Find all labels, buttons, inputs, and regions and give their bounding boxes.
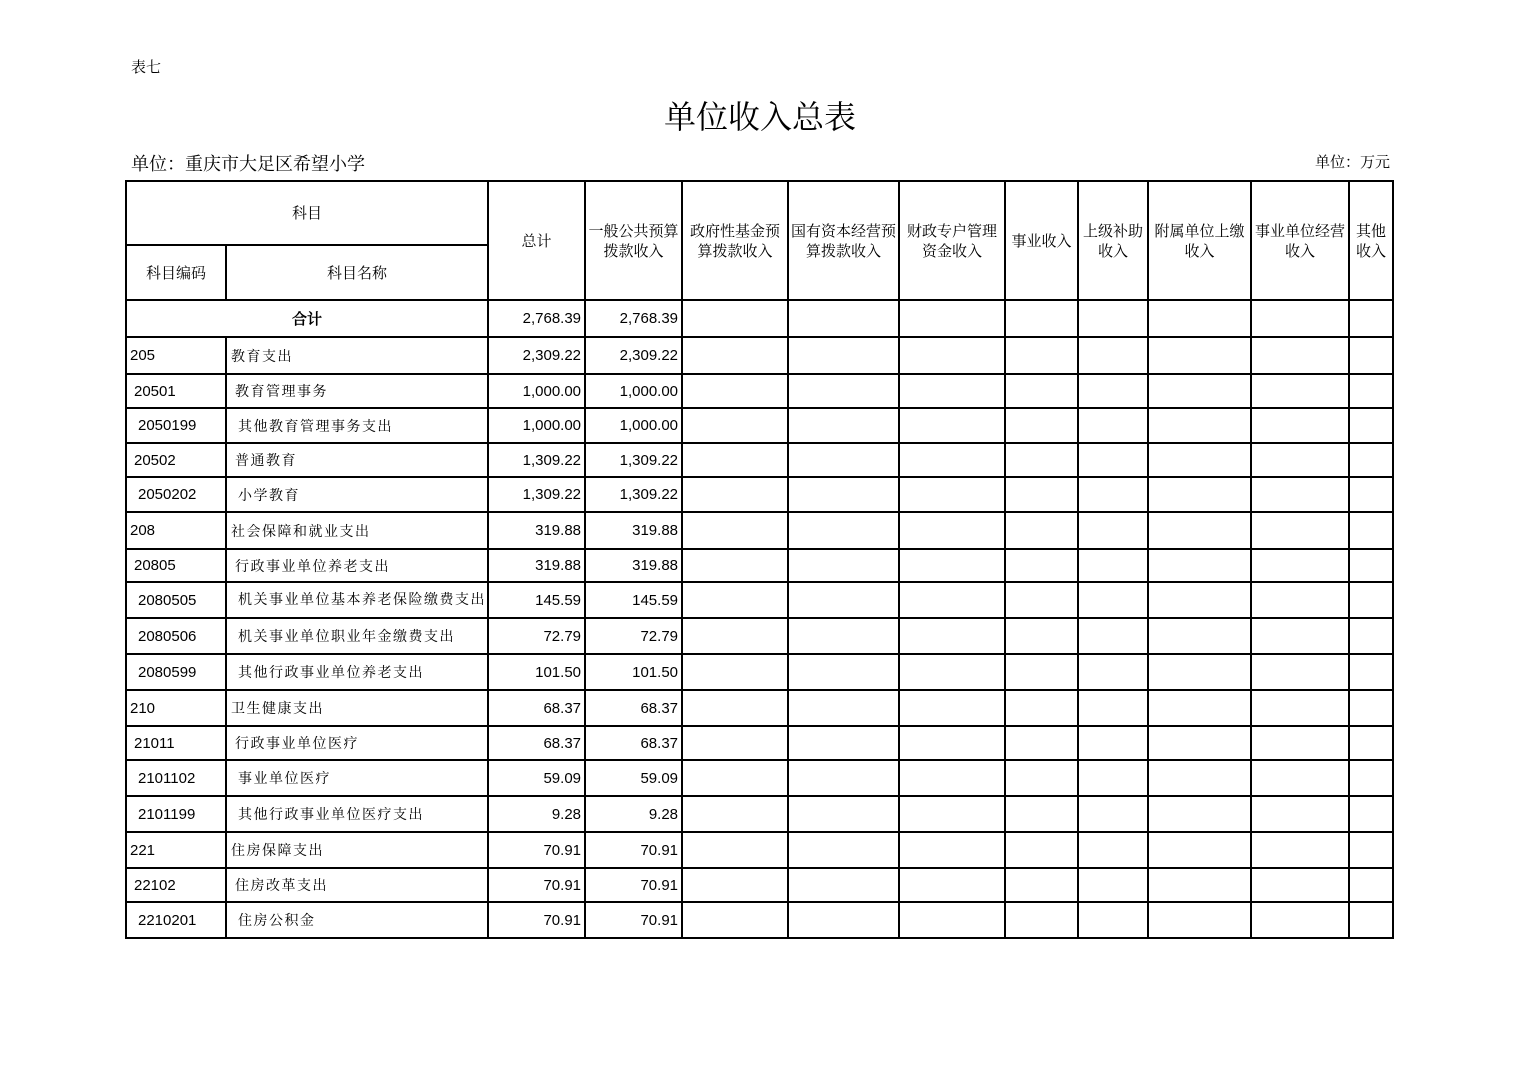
empty-cell xyxy=(1005,443,1078,477)
total-cell: 1,000.00 xyxy=(488,374,585,408)
table-row xyxy=(126,654,1393,690)
general-budget-cell: 72.79 xyxy=(585,618,682,654)
empty-cell xyxy=(788,549,899,582)
general-budget-cell: 59.09 xyxy=(585,760,682,796)
general-budget-cell: 1,000.00 xyxy=(585,408,682,443)
empty-cell xyxy=(1078,654,1148,690)
subject-code-cell: 221 xyxy=(126,832,226,868)
empty-cell xyxy=(1078,549,1148,582)
subject-code-cell: 2050199 xyxy=(126,408,226,443)
subject-code-cell: 20805 xyxy=(126,549,226,582)
empty-cell xyxy=(1349,477,1393,512)
empty-cell xyxy=(682,618,788,654)
empty-cell xyxy=(788,654,899,690)
empty-cell xyxy=(1005,832,1078,868)
empty-cell xyxy=(1148,796,1251,832)
empty-cell xyxy=(788,868,899,902)
subject-code-cell: 2101102 xyxy=(126,760,226,796)
empty-cell xyxy=(1078,512,1148,549)
empty-cell xyxy=(899,337,1005,374)
subject-name-cell: 行政事业单位养老支出 xyxy=(226,549,488,582)
general-budget-cell: 70.91 xyxy=(585,868,682,902)
empty-cell xyxy=(682,796,788,832)
empty-cell xyxy=(788,618,899,654)
empty-cell xyxy=(1251,337,1349,374)
empty-cell xyxy=(1148,300,1251,337)
income-summary-table xyxy=(125,180,1394,939)
header-general-budget: 一般公共预算拨款收入 xyxy=(585,181,682,300)
empty-cell xyxy=(788,582,899,618)
subject-code-cell: 208 xyxy=(126,512,226,549)
empty-cell xyxy=(1251,902,1349,938)
empty-cell xyxy=(1148,618,1251,654)
empty-cell xyxy=(788,902,899,938)
general-budget-cell: 1,309.22 xyxy=(585,443,682,477)
empty-cell xyxy=(1078,832,1148,868)
empty-cell xyxy=(1148,832,1251,868)
total-label: 合计 xyxy=(126,300,488,337)
empty-cell xyxy=(899,868,1005,902)
empty-cell xyxy=(1005,796,1078,832)
total-cell: 101.50 xyxy=(488,654,585,690)
empty-cell xyxy=(1148,512,1251,549)
table-row xyxy=(126,374,1393,408)
empty-cell xyxy=(1148,726,1251,760)
table-row xyxy=(126,618,1393,654)
empty-cell xyxy=(899,760,1005,796)
empty-cell xyxy=(1078,582,1148,618)
empty-cell xyxy=(899,408,1005,443)
empty-cell xyxy=(1349,374,1393,408)
empty-cell xyxy=(899,374,1005,408)
empty-cell xyxy=(1078,374,1148,408)
general-budget-cell: 1,309.22 xyxy=(585,477,682,512)
empty-cell xyxy=(1251,796,1349,832)
empty-cell xyxy=(1148,374,1251,408)
empty-cell xyxy=(899,654,1005,690)
empty-cell xyxy=(1005,760,1078,796)
empty-cell xyxy=(1078,443,1148,477)
empty-cell xyxy=(899,796,1005,832)
empty-cell xyxy=(1349,832,1393,868)
subject-name-cell: 事业单位医疗 xyxy=(226,760,488,796)
empty-cell xyxy=(788,690,899,726)
empty-cell xyxy=(682,726,788,760)
empty-cell xyxy=(1251,868,1349,902)
empty-cell xyxy=(1005,618,1078,654)
empty-cell xyxy=(1349,408,1393,443)
total-cell: 319.88 xyxy=(488,512,585,549)
empty-cell xyxy=(1078,408,1148,443)
empty-cell xyxy=(1349,868,1393,902)
subject-code-cell: 20502 xyxy=(126,443,226,477)
table-row xyxy=(126,443,1393,477)
empty-cell xyxy=(1349,512,1393,549)
header-superior-subsidy: 上级补助收入 xyxy=(1078,181,1148,300)
empty-cell xyxy=(1078,300,1148,337)
empty-cell xyxy=(899,300,1005,337)
table-row xyxy=(126,868,1393,902)
empty-cell xyxy=(1078,337,1148,374)
empty-cell xyxy=(682,868,788,902)
table-row xyxy=(126,760,1393,796)
empty-cell xyxy=(1349,443,1393,477)
empty-cell xyxy=(899,477,1005,512)
empty-cell xyxy=(682,477,788,512)
total-row xyxy=(126,300,1393,337)
empty-cell xyxy=(1005,549,1078,582)
header-affiliated: 附属单位上缴收入 xyxy=(1148,181,1251,300)
empty-cell xyxy=(788,300,899,337)
organization-label: 单位：重庆市大足区希望小学 xyxy=(131,154,365,175)
empty-cell xyxy=(899,582,1005,618)
subject-name-cell: 社会保障和就业支出 xyxy=(226,512,488,549)
total-cell: 68.37 xyxy=(488,690,585,726)
empty-cell xyxy=(899,726,1005,760)
empty-cell xyxy=(1251,618,1349,654)
empty-cell xyxy=(1251,654,1349,690)
empty-cell xyxy=(1005,654,1078,690)
empty-cell xyxy=(1349,337,1393,374)
empty-cell xyxy=(1078,477,1148,512)
empty-cell xyxy=(788,374,899,408)
subject-name-cell: 住房改革支出 xyxy=(226,868,488,902)
empty-cell xyxy=(1349,300,1393,337)
empty-cell xyxy=(1349,582,1393,618)
empty-cell xyxy=(1005,726,1078,760)
header-operating: 事业单位经营收入 xyxy=(1251,181,1349,300)
table-row xyxy=(126,512,1393,549)
empty-cell xyxy=(1005,374,1078,408)
empty-cell xyxy=(788,832,899,868)
total-cell: 2,768.39 xyxy=(488,300,585,337)
table-row xyxy=(126,477,1393,512)
empty-cell xyxy=(1148,690,1251,726)
table-row xyxy=(126,690,1393,726)
total-cell: 319.88 xyxy=(488,549,585,582)
empty-cell xyxy=(788,443,899,477)
subject-code-cell: 2080505 xyxy=(126,582,226,618)
total-cell: 1,309.22 xyxy=(488,443,585,477)
empty-cell xyxy=(1078,690,1148,726)
empty-cell xyxy=(1148,443,1251,477)
general-budget-cell: 2,768.39 xyxy=(585,300,682,337)
empty-cell xyxy=(682,408,788,443)
empty-cell xyxy=(1148,477,1251,512)
empty-cell xyxy=(1349,654,1393,690)
empty-cell xyxy=(1148,408,1251,443)
table-number-label: 表七 xyxy=(131,58,162,76)
empty-cell xyxy=(1251,760,1349,796)
subject-code-cell: 2101199 xyxy=(126,796,226,832)
empty-cell xyxy=(1251,832,1349,868)
header-special-account: 财政专户管理资金收入 xyxy=(899,181,1005,300)
subject-name-cell: 其他行政事业单位医疗支出 xyxy=(226,796,488,832)
total-cell: 70.91 xyxy=(488,832,585,868)
table-row xyxy=(126,902,1393,938)
empty-cell xyxy=(1005,512,1078,549)
empty-cell xyxy=(1078,902,1148,938)
total-cell: 72.79 xyxy=(488,618,585,654)
empty-cell xyxy=(788,337,899,374)
subject-code-cell: 20501 xyxy=(126,374,226,408)
subject-name-cell: 教育管理事务 xyxy=(226,374,488,408)
total-cell: 2,309.22 xyxy=(488,337,585,374)
subject-code-cell: 2050202 xyxy=(126,477,226,512)
subject-code-cell: 21011 xyxy=(126,726,226,760)
empty-cell xyxy=(1148,760,1251,796)
empty-cell xyxy=(899,902,1005,938)
empty-cell xyxy=(1148,337,1251,374)
empty-cell xyxy=(1251,408,1349,443)
empty-cell xyxy=(1005,408,1078,443)
empty-cell xyxy=(1005,902,1078,938)
general-budget-cell: 101.50 xyxy=(585,654,682,690)
general-budget-cell: 1,000.00 xyxy=(585,374,682,408)
table-row xyxy=(126,408,1393,443)
general-budget-cell: 145.59 xyxy=(585,582,682,618)
header-gov-fund: 政府性基金预算拨款收入 xyxy=(682,181,788,300)
empty-cell xyxy=(1078,760,1148,796)
empty-cell xyxy=(1251,300,1349,337)
empty-cell xyxy=(1251,690,1349,726)
table-row xyxy=(126,582,1393,618)
empty-cell xyxy=(1349,796,1393,832)
general-budget-cell: 68.37 xyxy=(585,726,682,760)
empty-cell xyxy=(682,902,788,938)
empty-cell xyxy=(1005,868,1078,902)
empty-cell xyxy=(1148,549,1251,582)
empty-cell xyxy=(1078,726,1148,760)
page-title: 单位收入总表 xyxy=(663,98,856,136)
empty-cell xyxy=(1349,760,1393,796)
general-budget-cell: 319.88 xyxy=(585,549,682,582)
empty-cell xyxy=(788,760,899,796)
subject-name-cell: 住房公积金 xyxy=(226,902,488,938)
empty-cell xyxy=(682,512,788,549)
empty-cell xyxy=(1005,337,1078,374)
general-budget-cell: 68.37 xyxy=(585,690,682,726)
empty-cell xyxy=(1148,868,1251,902)
empty-cell xyxy=(1148,582,1251,618)
total-cell: 145.59 xyxy=(488,582,585,618)
empty-cell xyxy=(1349,618,1393,654)
empty-cell xyxy=(1349,902,1393,938)
empty-cell xyxy=(788,796,899,832)
header-business-income: 事业收入 xyxy=(1005,181,1078,300)
empty-cell xyxy=(682,582,788,618)
empty-cell xyxy=(1148,902,1251,938)
total-cell: 68.37 xyxy=(488,726,585,760)
empty-cell xyxy=(682,300,788,337)
empty-cell xyxy=(682,549,788,582)
empty-cell xyxy=(788,726,899,760)
empty-cell xyxy=(1078,618,1148,654)
empty-cell xyxy=(1078,796,1148,832)
header-subject: 科目 xyxy=(126,181,488,245)
general-budget-cell: 2,309.22 xyxy=(585,337,682,374)
subject-name-cell: 其他教育管理事务支出 xyxy=(226,408,488,443)
empty-cell xyxy=(899,512,1005,549)
empty-cell xyxy=(682,443,788,477)
empty-cell xyxy=(682,374,788,408)
header-subject-name: 科目名称 xyxy=(226,245,488,300)
subject-code-cell: 2210201 xyxy=(126,902,226,938)
header-row xyxy=(126,181,1393,245)
empty-cell xyxy=(899,549,1005,582)
empty-cell xyxy=(1005,690,1078,726)
empty-cell xyxy=(1148,654,1251,690)
table-row xyxy=(126,549,1393,582)
total-cell: 59.09 xyxy=(488,760,585,796)
total-cell: 1,000.00 xyxy=(488,408,585,443)
subject-name-cell: 小学教育 xyxy=(226,477,488,512)
general-budget-cell: 9.28 xyxy=(585,796,682,832)
empty-cell xyxy=(899,832,1005,868)
subject-code-cell: 205 xyxy=(126,337,226,374)
empty-cell xyxy=(682,654,788,690)
subject-name-cell: 机关事业单位基本养老保险缴费支出 xyxy=(226,582,488,618)
empty-cell xyxy=(1078,868,1148,902)
empty-cell xyxy=(1349,690,1393,726)
general-budget-cell: 70.91 xyxy=(585,832,682,868)
empty-cell xyxy=(1251,443,1349,477)
empty-cell xyxy=(1005,477,1078,512)
empty-cell xyxy=(899,690,1005,726)
empty-cell xyxy=(682,832,788,868)
subject-name-cell: 行政事业单位医疗 xyxy=(226,726,488,760)
empty-cell xyxy=(899,443,1005,477)
currency-unit-label: 单位：万元 xyxy=(1314,153,1390,171)
subject-name-cell: 教育支出 xyxy=(226,337,488,374)
empty-cell xyxy=(1005,582,1078,618)
empty-cell xyxy=(1251,726,1349,760)
table-row xyxy=(126,337,1393,374)
empty-cell xyxy=(1251,549,1349,582)
subject-name-cell: 普通教育 xyxy=(226,443,488,477)
subject-code-cell: 22102 xyxy=(126,868,226,902)
empty-cell xyxy=(682,760,788,796)
header-total: 总计 xyxy=(488,181,585,300)
general-budget-cell: 319.88 xyxy=(585,512,682,549)
subject-name-cell: 住房保障支出 xyxy=(226,832,488,868)
table-row xyxy=(126,796,1393,832)
subject-code-cell: 2080599 xyxy=(126,654,226,690)
subject-name-cell: 其他行政事业单位养老支出 xyxy=(226,654,488,690)
total-cell: 70.91 xyxy=(488,868,585,902)
header-state-capital: 国有资本经营预算拨款收入 xyxy=(788,181,899,300)
empty-cell xyxy=(1251,477,1349,512)
empty-cell xyxy=(788,477,899,512)
empty-cell xyxy=(788,408,899,443)
total-cell: 1,309.22 xyxy=(488,477,585,512)
header-other: 其他收入 xyxy=(1349,181,1393,300)
empty-cell xyxy=(899,618,1005,654)
empty-cell xyxy=(1251,512,1349,549)
empty-cell xyxy=(788,512,899,549)
empty-cell xyxy=(682,690,788,726)
table-row xyxy=(126,832,1393,868)
total-cell: 70.91 xyxy=(488,902,585,938)
empty-cell xyxy=(682,337,788,374)
empty-cell xyxy=(1005,300,1078,337)
empty-cell xyxy=(1251,374,1349,408)
subject-name-cell: 机关事业单位职业年金缴费支出 xyxy=(226,618,488,654)
subject-code-cell: 2080506 xyxy=(126,618,226,654)
empty-cell xyxy=(1349,726,1393,760)
total-cell: 9.28 xyxy=(488,796,585,832)
subject-name-cell: 卫生健康支出 xyxy=(226,690,488,726)
empty-cell xyxy=(1349,549,1393,582)
subject-code-cell: 210 xyxy=(126,690,226,726)
table-row xyxy=(126,726,1393,760)
empty-cell xyxy=(1251,582,1349,618)
header-subject-code: 科目编码 xyxy=(126,245,226,300)
general-budget-cell: 70.91 xyxy=(585,902,682,938)
